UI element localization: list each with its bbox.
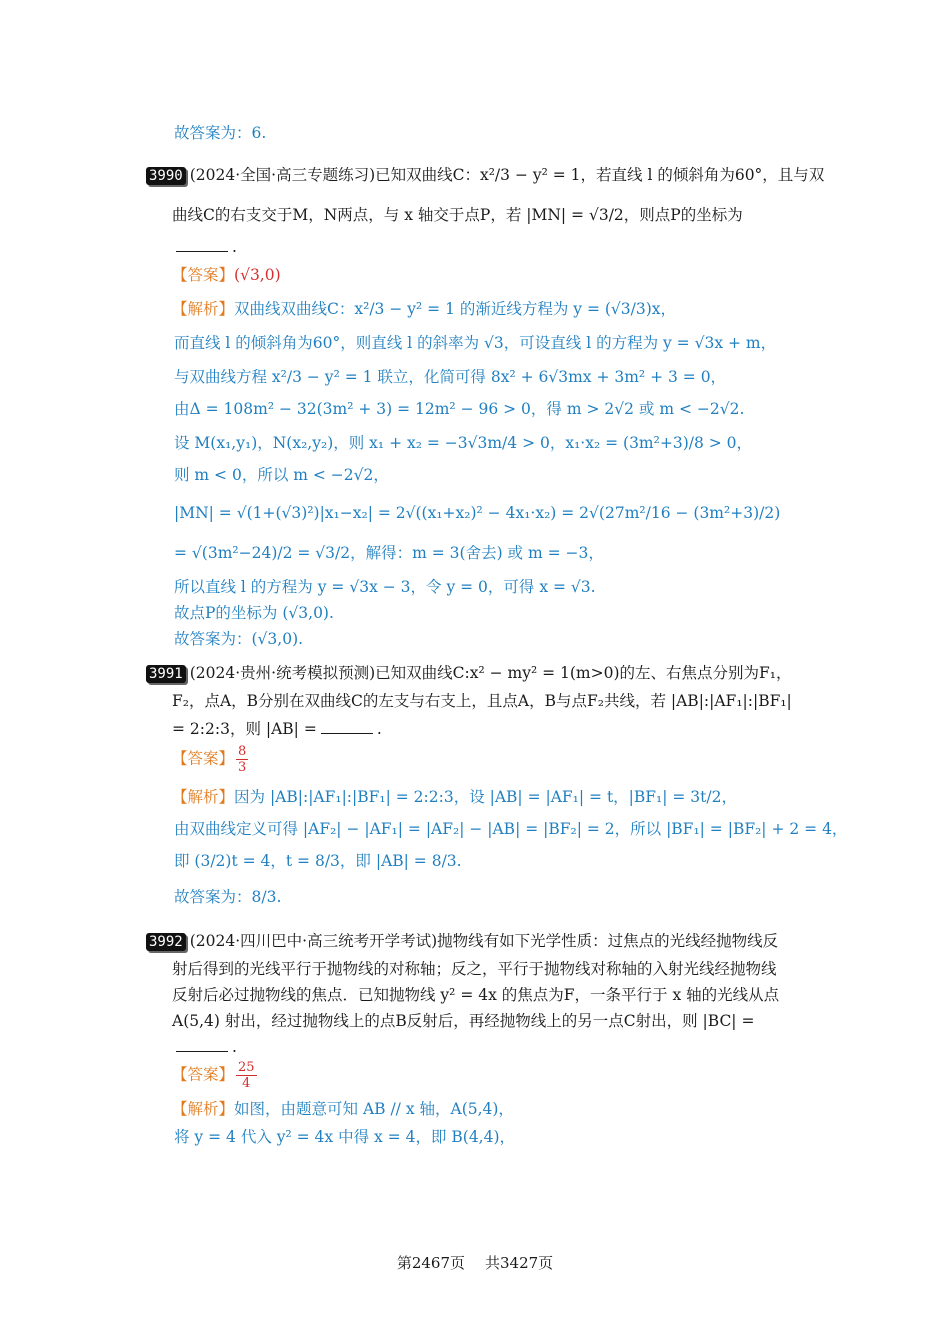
analysis-step: 因为 |AB|:|AF₁|:|BF₁| = 2:2:3，设 |AB| = |AF₁| = t，|BF₁| = 3t/2，: [234, 788, 737, 806]
analysis-step: 如图，由题意可知 AB // x 轴，A(5,4)，: [234, 1100, 514, 1118]
question-3991-line-3: = 2:2:3，则 |AB| = .: [172, 720, 382, 738]
analysis-step: 故点P的坐标为 (√3,0).: [174, 604, 334, 622]
page-footer: [0, 1252, 950, 1273]
analysis-line: [172, 786, 737, 808]
question-3991-line-1: [146, 662, 791, 684]
answer-blank: .: [172, 1036, 237, 1058]
analysis-step: 即 (3/2)t = 4，t = 8/3，即 |AB| = 8/3.: [174, 852, 462, 870]
analysis-step: 双曲线双曲线C：x²/3 − y² = 1 的渐近线方程为 y = (√3/3)x，: [234, 300, 677, 318]
answer-value: (√3,0): [234, 266, 281, 284]
total-pages: 共3427页: [485, 1254, 554, 1272]
question-3992-line-1: [146, 930, 778, 952]
analysis-line: [172, 1098, 514, 1120]
analysis-tag: 【解析】: [172, 1100, 235, 1118]
analysis-step: 将 y = 4 代入 y² = 4x 中得 x = 4，即 B(4,4)，: [174, 1128, 516, 1146]
page-number: 第2467页: [396, 1254, 465, 1272]
analysis-step: 与双曲线方程 x²/3 − y² = 1 联立，化简可得 8x² + 6√3mx + 3m² + 3 = 0，: [174, 368, 727, 386]
question-text: (2024·四川巴中·高三统考开学考试)抛物线有如下光学性质：过焦点的光线经抛物线反: [189, 932, 779, 950]
analysis-step: 而直线 l 的倾斜角为60°，则直线 l 的斜率为 √3，可设直线 l 的方程为 y = √3x + m，: [174, 334, 777, 352]
analysis-tag: 【解析】: [172, 788, 235, 806]
question-text: A(5,4) 射出，经过抛物线上的点B反射后，再经抛物线上的另一点C射出，则 |BC| =: [172, 1012, 755, 1030]
question-number-badge: 3990: [146, 167, 186, 185]
answer-row: [172, 744, 250, 775]
analysis-step: 设 M(x₁,y₁)，N(x₂,y₂)，则 x₁ + x₂ = −3√3m/4 > 0，x₁·x₂ = (3m²+3)/8 > 0，: [174, 434, 753, 452]
analysis-step: = √(3m²−24)/2 = √3/2，解得：m = 3(舍去) 或 m = −3，: [174, 544, 604, 562]
answer-tag: 【答案】: [172, 1065, 235, 1084]
answer-tag: 【答案】: [172, 266, 235, 284]
question-3990-line-1: [146, 164, 824, 186]
answer-tag: 【答案】: [172, 749, 235, 768]
previous-final-answer: 故答案为：6.: [174, 124, 267, 142]
answer-row: [172, 1060, 259, 1091]
question-text: = 2:2:3，则 |AB| =: [172, 720, 317, 738]
question-number-badge: 3991: [146, 665, 186, 683]
question-text: 反射后必过抛物线的焦点．已知抛物线 y² = 4x 的焦点为F，一条平行于 x 轴的光线从点: [172, 986, 780, 1004]
question-text: F₂，点A，B分别在双曲线C的左支与右支上，且点A，B与点F₂共线，若 |AB|:|AF₁|:|BF₁|: [172, 692, 792, 710]
analysis-step: |MN| = √(1+(√3)²)|x₁−x₂| = 2√((x₁+x₂)² − 4x₁·x₂) = 2√(27m²/16 − (3m²+3)/2): [174, 504, 781, 522]
question-text: 射后得到的光线平行于抛物线的对称轴；反之，平行于抛物线对称轴的入射光线经抛物线: [172, 960, 777, 978]
question-text: 曲线C的右支交于M，N两点，与 x 轴交于点P，若 |MN| = √3/2，则点P的坐标为: [172, 206, 743, 224]
analysis-step: 故答案为：8/3.: [174, 888, 282, 906]
question-text: (2024·贵州·统考模拟预测)已知双曲线C:x² − my² = 1(m>0)的左、右焦点分别为F₁，: [189, 664, 792, 682]
question-text: (2024·全国·高三专题练习)已知双曲线C：x²/3 − y² = 1，若直线 l 的倾斜角为60°，且与双: [189, 166, 825, 184]
answer-fraction: $\frac{25}{4}$: [238, 1060, 255, 1091]
question-3990-line-2: [172, 204, 743, 226]
analysis-tag: 【解析】: [172, 300, 235, 318]
analysis-step: 故答案为：(√3,0).: [174, 630, 304, 648]
analysis-step: 则 m < 0，所以 m < −2√2，: [174, 466, 389, 484]
answer-blank: .: [172, 236, 237, 258]
answer-row: [172, 264, 281, 286]
question-number-badge: 3992: [146, 933, 186, 951]
analysis-step: 所以直线 l 的方程为 y = √3x − 3，令 y = 0，可得 x = √3.: [174, 578, 596, 596]
analysis-step: 由Δ = 108m² − 32(3m² + 3) = 12m² − 96 > 0，得 m > 2√2 或 m < −2√2.: [174, 400, 745, 418]
analysis-step: 由双曲线定义可得 |AF₂| − |AF₁| = |AF₂| − |AB| = |BF₂| = 2，所以 |BF₁| = |BF₂| + 2 = 4，: [174, 820, 848, 838]
answer-fraction: $\frac{8}{3}$: [238, 744, 247, 775]
analysis-line: [172, 298, 676, 320]
